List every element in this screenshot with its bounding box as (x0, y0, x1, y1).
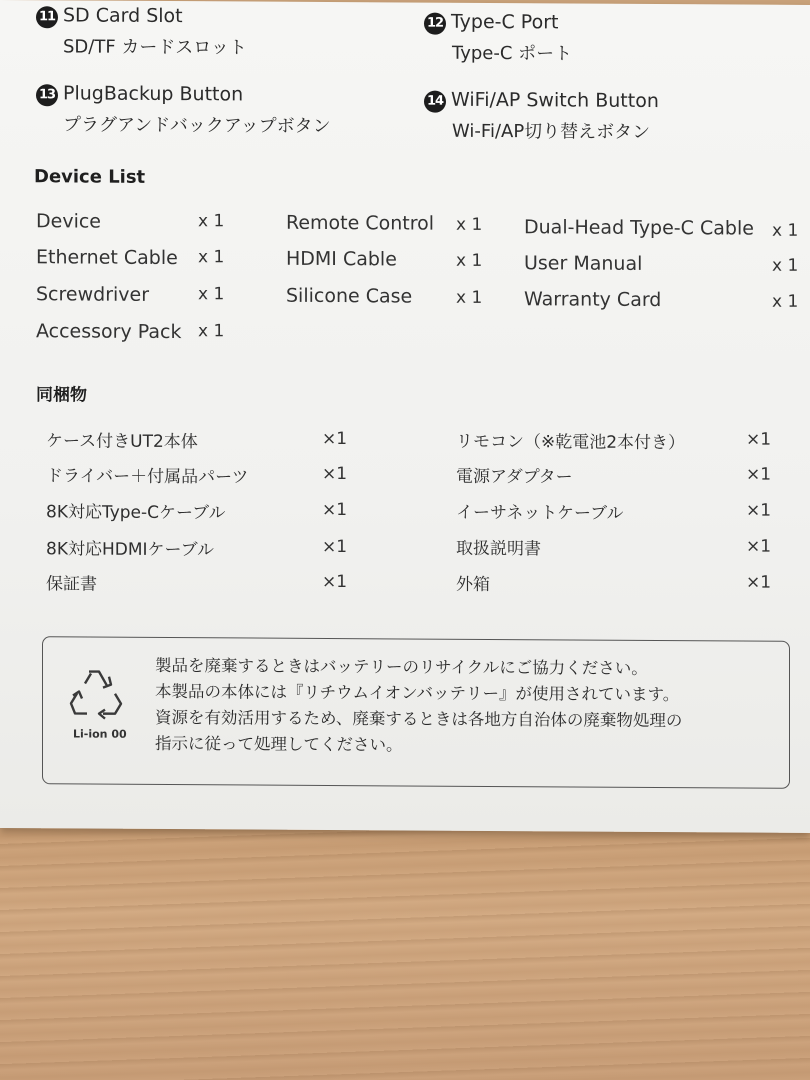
li-ion-label: Li-ion 00 (73, 727, 127, 741)
wooden-table-background (0, 800, 810, 1080)
port-label-jp: SD/TF カードスロット (63, 36, 247, 59)
port-label-jp: Wi-Fi/AP切り替えボタン (452, 120, 651, 143)
device-item-name: Silicone Case (286, 284, 413, 308)
port-item-11 (36, 4, 183, 28)
content-item-name: ケース付きUT2本体 (46, 431, 198, 453)
device-item-qty: x 1 (198, 321, 225, 342)
device-item-qty: x 1 (456, 250, 483, 271)
content-item-name: イーサネットケーブル (456, 502, 624, 524)
content-item-name: 保証書 (46, 574, 97, 595)
device-item-qty: x 1 (198, 284, 225, 305)
port-label-jp: プラグアンドバックアップボタン (63, 114, 331, 138)
content-item-qty: ×1 (322, 571, 348, 593)
device-item-name: User Manual (524, 252, 643, 275)
device-list-heading: Device List (34, 166, 146, 188)
device-item-name: Remote Control (286, 211, 435, 235)
notice-line: 指示に従って処理してください。 (155, 733, 403, 755)
device-item-qty: x 1 (772, 255, 799, 276)
device-item-name: Device (36, 210, 101, 233)
content-item-name: ドライバー＋付属品パーツ (46, 466, 249, 488)
content-item-name: 取扱説明書 (456, 538, 541, 560)
content-item-name: 8K対応Type-Cケーブル (46, 502, 226, 524)
number-badge: 12 (424, 12, 446, 34)
port-item-13 (36, 82, 243, 107)
notice-line: 本製品の本体には『リチウムイオンバッテリー』が使用されています。 (155, 681, 680, 705)
content-item-name: リモコン（※乾電池2本付き） (456, 431, 686, 454)
contents-jp-heading: 同梱物 (36, 385, 87, 406)
port-label-en: PlugBackup Button (63, 82, 244, 106)
content-item-name: 8K対応HDMIケーブル (46, 539, 214, 561)
port-item-14 (424, 89, 659, 114)
recycle-icon (65, 665, 129, 723)
content-item-qty: ×1 (322, 463, 348, 485)
device-item-name: Screwdriver (36, 283, 150, 306)
device-item-name: HDMI Cable (286, 247, 397, 271)
device-item-name: Warranty Card (524, 288, 662, 312)
device-item-name: Ethernet Cable (36, 246, 178, 270)
port-label-en: WiFi/AP Switch Button (451, 88, 659, 113)
notice-line: 製品を廃棄するときはバッテリーのリサイクルにご協力ください。 (155, 655, 648, 678)
content-item-qty: ×1 (746, 500, 772, 521)
content-item-qty: ×1 (322, 536, 348, 558)
device-item-qty: x 1 (198, 247, 225, 268)
device-item-qty: x 1 (456, 287, 483, 308)
content-item-qty: ×1 (746, 536, 772, 557)
device-item-qty: x 1 (772, 220, 799, 241)
content-item-qty: ×1 (746, 429, 772, 450)
content-item-qty: ×1 (322, 499, 348, 521)
port-label-jp: Type-C ポート (452, 42, 573, 65)
content-item-name: 外箱 (456, 574, 490, 595)
content-item-name: 電源アダプター (456, 466, 573, 488)
content-item-qty: ×1 (746, 464, 772, 485)
port-label-en: Type-C Port (451, 10, 559, 34)
port-label-en: SD Card Slot (63, 4, 183, 28)
notice-line: 資源を有効活用するため、廃棄するときは各地方自治体の廃棄物処理の (155, 707, 683, 731)
device-item-qty: x 1 (198, 211, 225, 232)
device-item-qty: x 1 (456, 214, 483, 235)
port-item-12 (424, 11, 558, 35)
device-item-name: Dual-Head Type-C Cable (524, 216, 754, 240)
content-item-qty: ×1 (746, 572, 772, 593)
recycling-notice-box (42, 636, 790, 789)
device-item-qty: x 1 (772, 291, 799, 312)
device-item-name: Accessory Pack (36, 320, 182, 344)
content-item-qty: ×1 (322, 428, 348, 450)
number-badge: 11 (36, 6, 58, 28)
number-badge: 14 (424, 90, 446, 112)
number-badge: 13 (36, 84, 58, 106)
